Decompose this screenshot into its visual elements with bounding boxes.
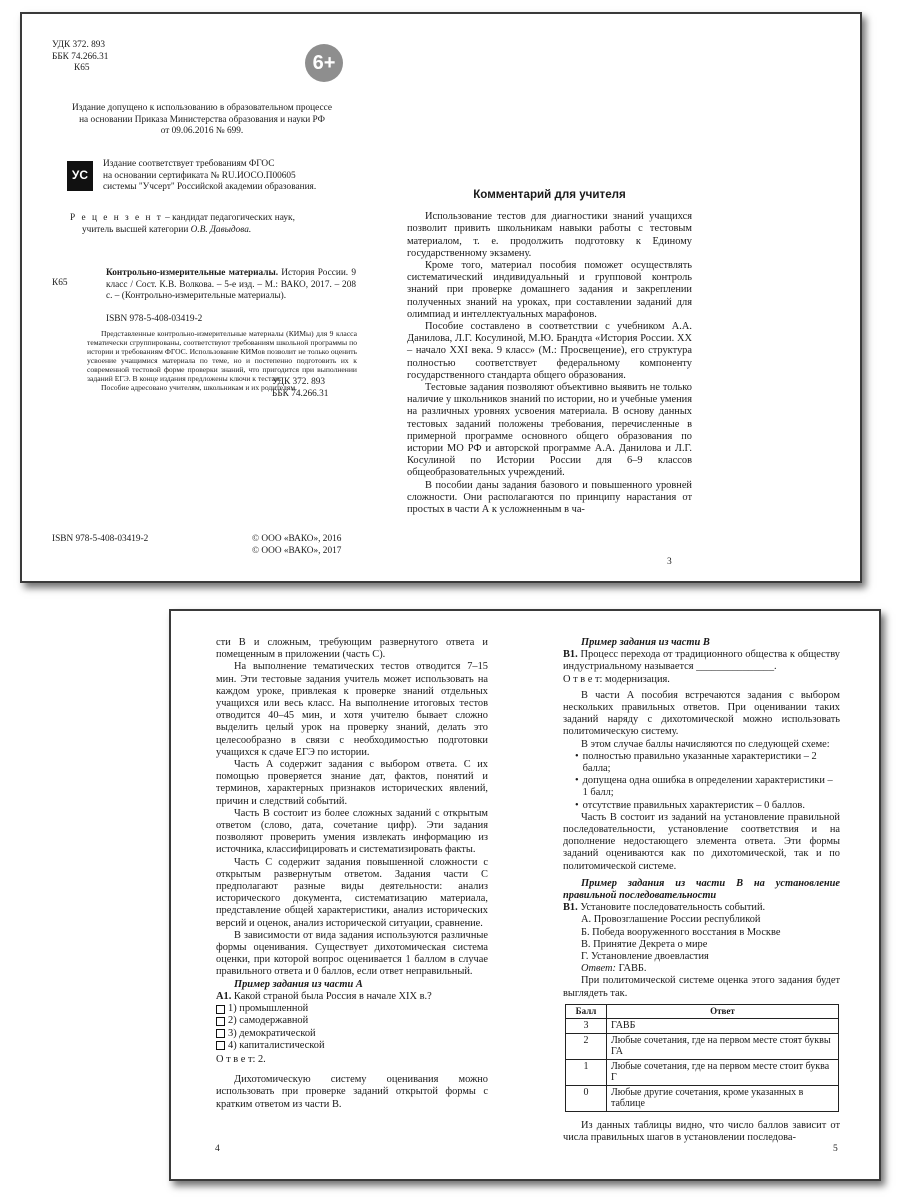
page-number: 4: [215, 1144, 220, 1154]
paragraph: В этом случае баллы начисляются по следующей схеме:: [581, 738, 830, 750]
sequence-item: Б. Победа вооруженного восстания в Москве: [581, 926, 781, 938]
option-label: 4) капиталистической: [228, 1039, 325, 1051]
answer-label: О т в е т:: [216, 1053, 256, 1065]
sequence-item: Г. Установление двоевластия: [581, 951, 709, 963]
sample-seq-title: Пример задания из части В на установление правильной последовательности: [563, 877, 840, 902]
table-cell: 3: [566, 1019, 607, 1034]
bullet-item: • полностью правильно указанные характеристики – 2 балла;: [563, 751, 840, 775]
approval-line: на основании Приказа Министерства образования и науки РФ: [79, 114, 325, 125]
reviewer-note: [70, 213, 360, 236]
copyright: [252, 534, 362, 557]
copyright-line: © ООО «ВАКО», 2016: [252, 534, 342, 544]
page-number: 3: [667, 557, 672, 567]
paragraph: При политомической системе оценка этого задания будет выглядеть так.: [563, 975, 840, 999]
answer-option: [216, 1028, 488, 1040]
reviewer-title: – кандидат педагогических наук,: [162, 213, 295, 223]
bbk-line: ББК 74.266.31: [272, 388, 329, 399]
table-row: [566, 1033, 839, 1059]
page-4: [216, 637, 488, 1111]
paragraph: Часть В состоит из более сложных заданий с открытым ответом (слово, дата, сочетание цифр). Эти задания позволяют проверить умения извлекать информацию из источника, классифицировать и систематизировать факты.: [216, 807, 488, 856]
paragraph: На выполнение тематических тестов отводится 7–15 мин. Эти тестовые задания учитель может использовать на каждом уроке, привлекая к проверке знаний отдельных учащихся или весь класс. На выполнение итоговых тестов отводится 40–45 мин, и хотя учителю бывает сложно выделить целый урок на проверку знаний, делать это целесообразно в связи с необходимостью подготовки учащихся к сдаче ЕГЭ по истории.: [216, 661, 488, 758]
answer-value: ГАВБ.: [615, 963, 647, 975]
book-title: Контрольно-измерительные материалы.: [106, 268, 279, 278]
option-label: 2) самодержавной: [228, 1015, 309, 1027]
bullet-item: • отсутствие правильных характеристик – 0 баллов.: [575, 799, 805, 811]
paragraph: Тестовые задания позволяют объективно выявить не только наличие у школьников знаний по истории, но и учебные умения на различных уровнях усвоения материала. В основу данных тестовых заданий положены требования, перечисленные в примерной программе основного общего образования по истории МО РФ и авторской программе А.А. Данилова и Л.Г. Косулиной по Истории России для 6–9 классов общеобразовательных учреждений.: [407, 382, 692, 479]
annotation-text: Представленные контрольно-измерительные материалы (КИМы) для 9 класса тематически сгруппированы, соответствуют требованиям школьной программы по истории и требованиям ФГОС. Использование КИМов позволит не только оценить усвоение учащимися материала по теме, но и постепенно подготовить их к современной тестовой форме проверки знаний, что пригодится при выполнении заданий ЕГЭ. В конце издания предложены ключи к тестам.: [87, 329, 357, 383]
k65-line: К65: [74, 63, 90, 73]
udk-line: УДК 372. 893: [52, 40, 106, 50]
bottom-spread: [169, 609, 881, 1181]
fgos-line: Издание соответствует требованиям ФГОС: [103, 159, 275, 169]
copyright-line: © ООО «ВАКО», 2017: [252, 545, 342, 556]
scoring-table: [565, 1004, 839, 1112]
page-number: 5: [833, 1144, 838, 1154]
paragraph: Из данных таблицы видно, что число баллов зависит от числа правильных шагов в установлении последова-: [563, 1119, 840, 1144]
approval-notice: [57, 103, 347, 138]
sample-b-title: Пример задания из части В: [581, 637, 710, 648]
table-cell: 1: [566, 1059, 607, 1085]
age-rating-badge: 6+: [305, 44, 343, 82]
table-cell: Любые сочетания, где на первом месте стоит буква Г: [607, 1059, 839, 1085]
page-3: [407, 189, 692, 516]
answer-label: О т в е т:: [563, 673, 603, 685]
table-row: [566, 1085, 839, 1111]
paragraph: Пособие составлено в соответствии с учебником А.А. Данилова, Л.Г. Косулиной, М.Ю. Брандта «История России. XX – начало XXI века. 9 класс» (М.: Просвещение), его структура полностью соответствует федеральному компоненту государственного стандарта общего образования.: [407, 321, 692, 381]
checkbox: [216, 1029, 225, 1038]
k65-index: К65: [52, 278, 68, 288]
table-cell: Любые сочетания, где на первом месте стоят буквы ГА: [607, 1033, 839, 1059]
page-5: [563, 637, 840, 1144]
page-title: Комментарий для учителя: [473, 188, 626, 201]
top-spread: [20, 12, 862, 583]
paragraph: В зависимости от вида задания используются различные формы оценивания. Существует дихотомическая система оценки, при которой вопрос оценивается 1 баллом в случае правильного ответа и 0 баллов, если ответ неправильный.: [216, 929, 488, 978]
option-label: 1) промышленной: [228, 1003, 309, 1015]
sequence-item: В. Принятие Декрета о мире: [581, 938, 708, 950]
question-label: В1.: [563, 649, 578, 661]
bullet-text: допущена одна ошибка в определении характеристики – 1 балл;: [582, 775, 833, 799]
paragraph: В пособии даны задания базового и повышенного уровней сложности. Они располагаются по принципу нарастания от простых в части А к усложненным в ча-: [407, 479, 692, 516]
bbk-line: ББК 74.266.31: [52, 51, 109, 62]
table-row: [566, 1059, 839, 1085]
checkbox: [216, 1005, 225, 1014]
answer-option: [216, 1003, 488, 1015]
question-text: Процесс перехода от традиционного общества к обществу индустриальному называется _______________.: [563, 649, 840, 673]
question-label: В1.: [563, 902, 578, 914]
annotation-audience: Пособие адресовано учителям, школьникам и их родителям.: [101, 383, 298, 392]
reviewer-name: О.В. Давыдова.: [190, 224, 252, 235]
isbn: ISBN 978-5-408-03419-2: [106, 314, 203, 324]
answer-value: модернизация.: [602, 673, 670, 685]
table-cell: Любые другие сочетания, кроме указанных в таблице: [607, 1085, 839, 1111]
paragraph: сти В и сложным, требующим развернутого ответа и помещенным в приложении (часть С).: [216, 637, 488, 661]
checkbox: [216, 1017, 225, 1026]
question-label: А1.: [216, 990, 232, 1002]
reviewer-label: Р е ц е н з е н т: [70, 213, 163, 223]
paragraph: Дихотомическую систему оценивания можно использовать при проверке заданий открытой формы с кратким ответом из части В.: [216, 1074, 488, 1110]
udk-bottom: [272, 377, 357, 400]
sample-a-title: Пример задания из части А: [234, 978, 363, 990]
checkbox: [216, 1041, 225, 1050]
bullet-text: полностью правильно указанные характеристики – 2 балла;: [582, 750, 817, 775]
paragraph: Часть А содержит задания с выбором ответа. С их помощью проверяется знание дат, фактов, понятий и терминов, характерных признаков исторических явлений, причин и следствий событий.: [216, 759, 488, 807]
table-cell: 2: [566, 1033, 607, 1059]
isbn-footer: ISBN 978-5-408-03419-2: [52, 534, 149, 544]
question-text: Установите последовательность событий.: [577, 902, 766, 914]
table-header: Балл: [566, 1004, 607, 1019]
table-header: Ответ: [607, 1004, 839, 1019]
option-label: 3) демократической: [228, 1027, 316, 1039]
paragraph: В части А пособия встречаются задания с выбором нескольких правильных ответов. При оценивании таких заданий наряду с дихотомической можно использовать политомическую систему.: [563, 689, 840, 738]
uchsert-logo: УС: [67, 161, 93, 191]
udk-line: УДК 372. 893: [272, 377, 326, 387]
answer-option: [216, 1040, 488, 1052]
answer-label: Ответ:: [581, 963, 616, 975]
approval-line: от 09.06.2016 № 699.: [160, 126, 244, 136]
fgos-line: системы "Учсерт" Российской академии образования.: [103, 182, 317, 192]
answer-option: [216, 1015, 488, 1027]
paragraph: Часть В состоит из заданий на установление правильной последовательности, установление соответствия и на дополнение недостающего элемента ответа. Эти формы заданий оцениваются как по дихотомической, так и по политомической системе.: [563, 811, 840, 872]
udk-block: [52, 40, 142, 75]
paragraph: Использование тестов для диагностики знаний учащихся позволит привить школьникам навыки работы с тестовым материалом, т. е. продолжить подготовку к Единому государственному экзамену.: [407, 211, 692, 259]
reviewer-position: учитель высшей категории: [82, 224, 191, 235]
sequence-item: А. Провозглашение России республикой: [581, 914, 761, 926]
bullet-item: • допущена одна ошибка в определении характеристики – 1 балл;: [563, 775, 840, 799]
table-cell: ГАВБ: [607, 1019, 839, 1034]
table-row: [566, 1019, 839, 1034]
paragraph: Кроме того, материал пособия поможет осуществлять систематический индивидуальный и групповой контроль знаний при проверке домашнего задания и закреплении полученных знаний на уроках, при составлении заданий для олимпиад и интеллектуальных марафонов.: [407, 260, 692, 320]
table-cell: 0: [566, 1085, 607, 1111]
bibliographic-record: [106, 268, 356, 303]
answer-value: 2.: [255, 1053, 266, 1065]
book-details: История России. 9 класс / Сост. К.В. Волкова. – 5-е изд. – М.: ВАКО, 2017. – 208 с. – (Контрольно-измерительные материалы).: [106, 268, 356, 301]
paragraph: Часть С содержит задания повышенной сложности с открытым развернутым ответом. Задания части С предполагают разные виды деятельности: анализ исторического документа, систематизацию материала, представление общей характеристики, анализ исторических версий и оценок, анализ исторической ситуации, сравнение.: [216, 856, 488, 929]
approval-line: Издание допущено к использованию в образовательном процессе: [71, 103, 333, 113]
fgos-line: на основании сертификата № RU.ИОСО.П00605: [103, 170, 296, 181]
question-text: Какой страной была Россия в начале XIX в.?: [231, 990, 432, 1002]
bullet-text: отсутствие правильных характеристик – 0 баллов.: [582, 799, 805, 811]
